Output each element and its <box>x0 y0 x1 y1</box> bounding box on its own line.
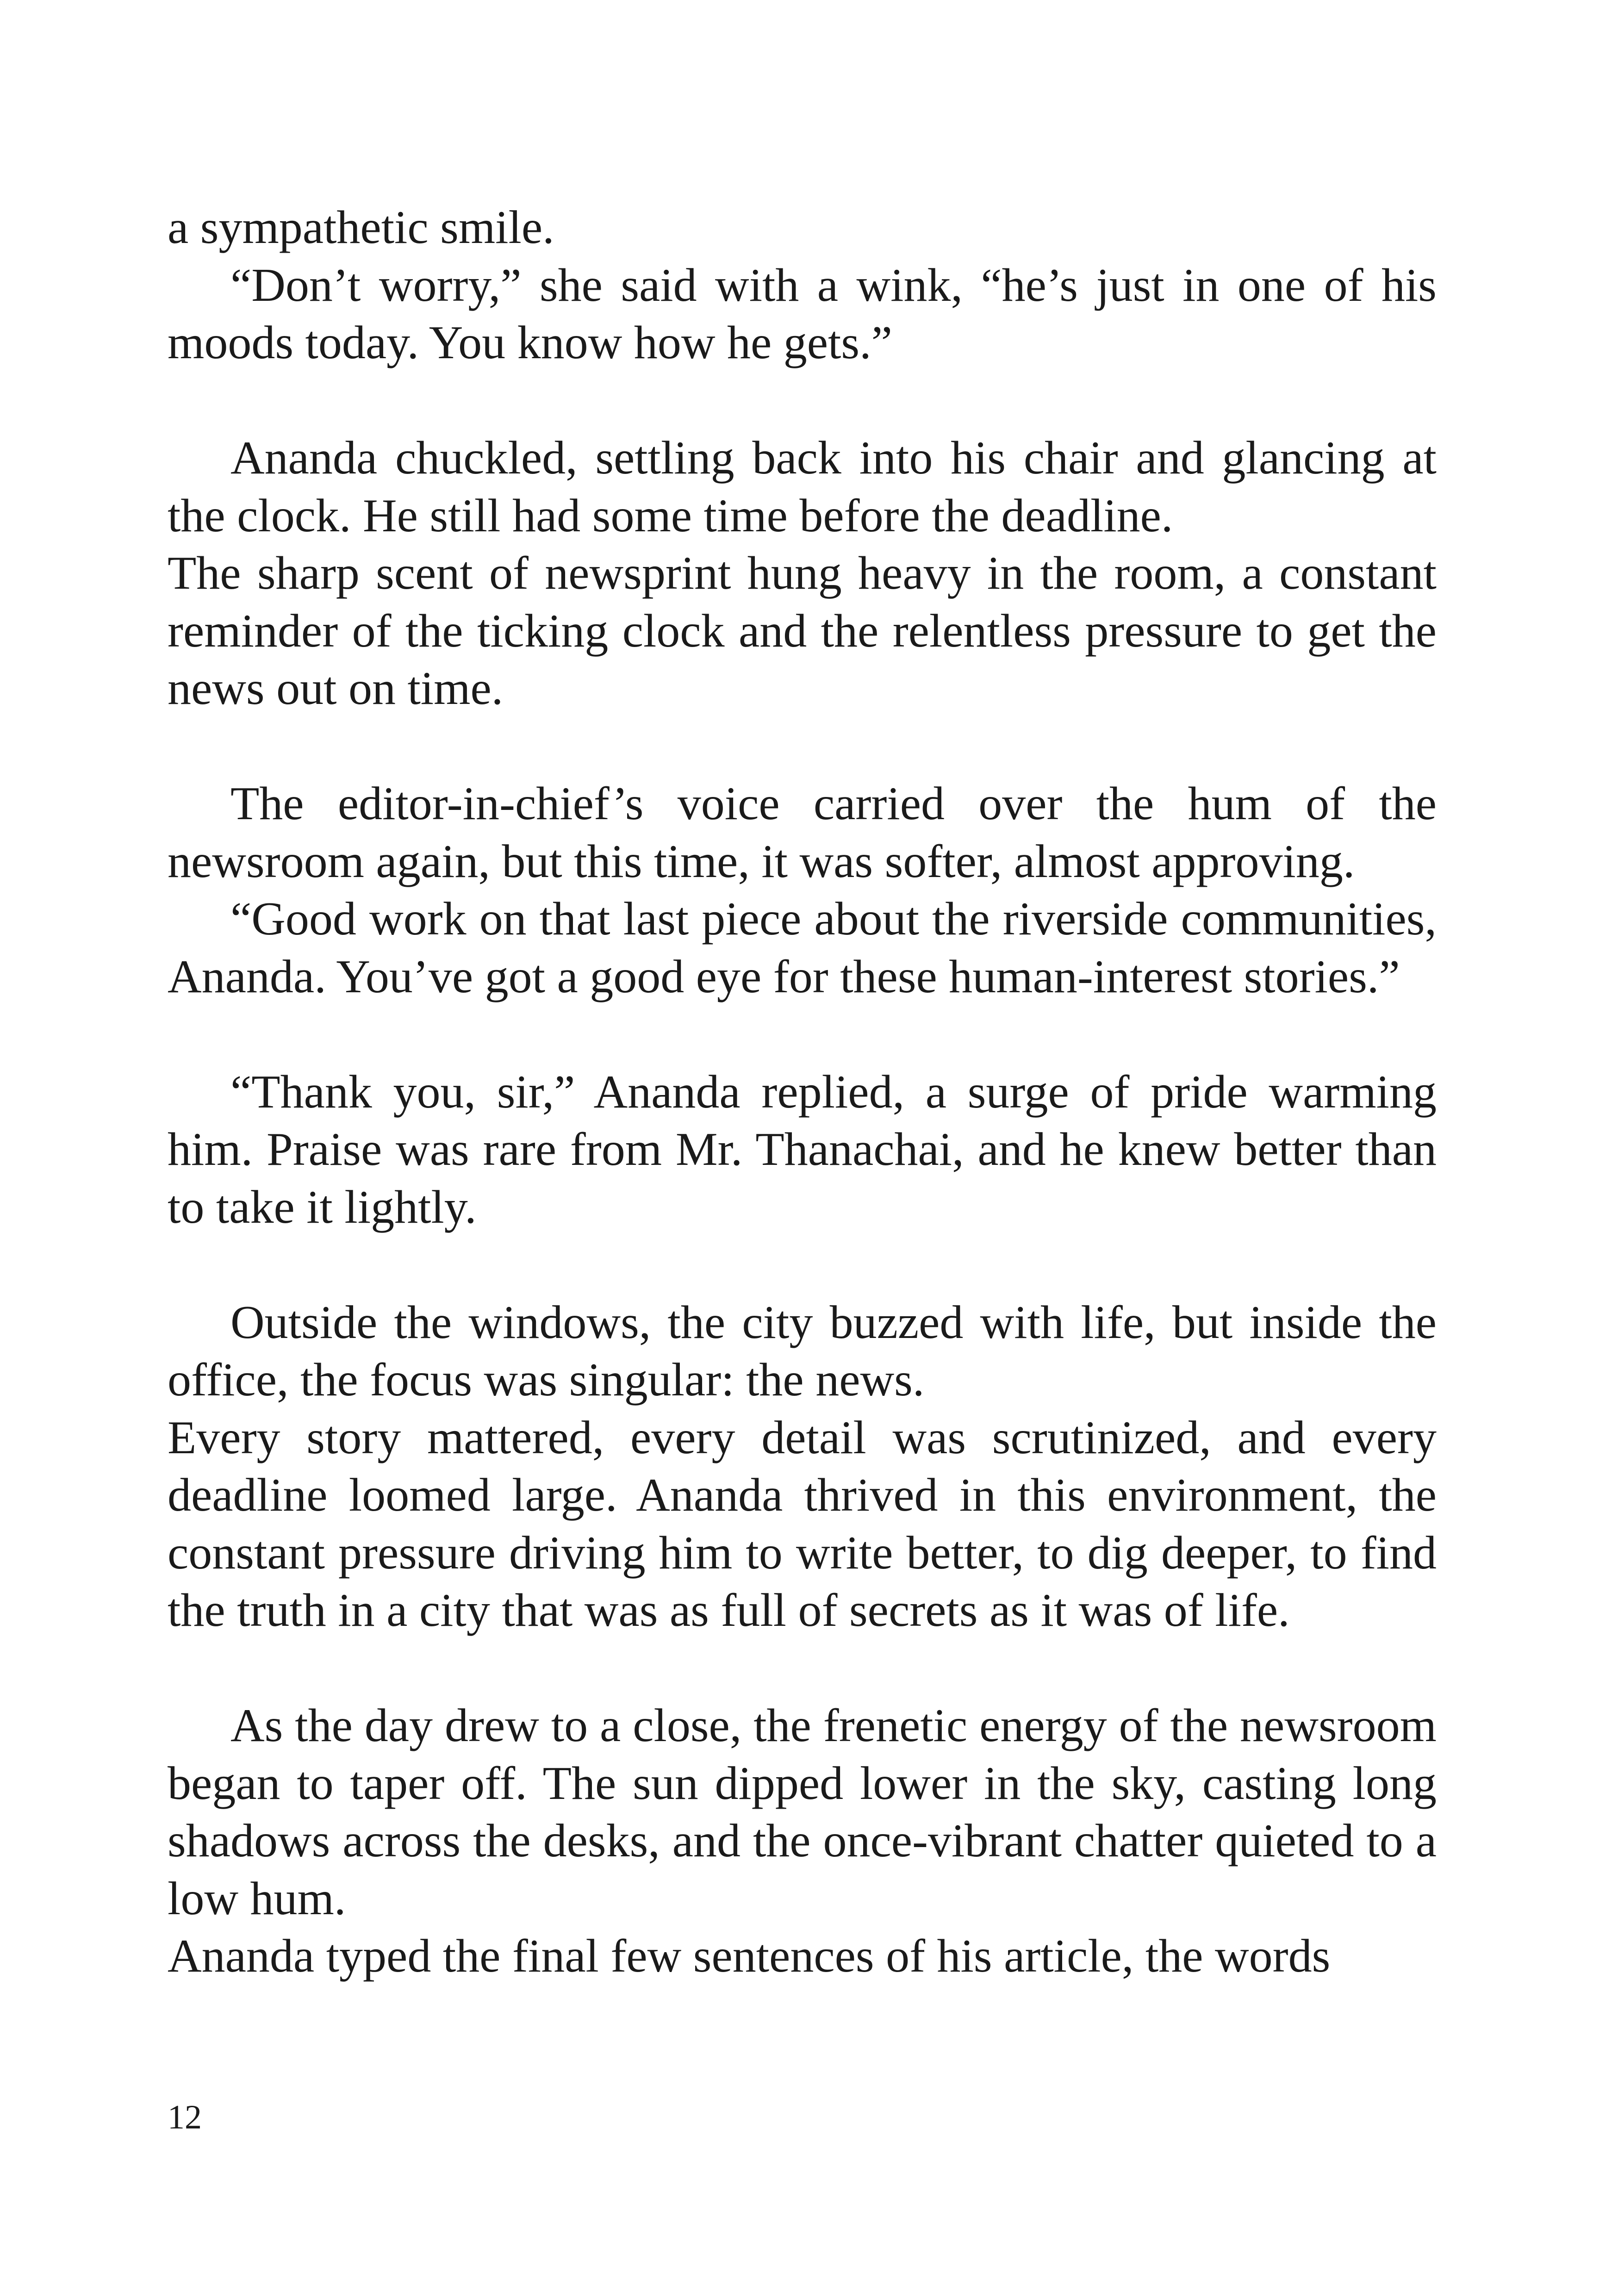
paragraph: “Thank you, sir,” Ananda replied, a surge of pride warming him. Praise was rare from Mr. Thanachai, and he knew better than to take it lightly. <box>168 1065 1437 1233</box>
paragraph: Ananda chuckled, settling back into his chair and glancing at the clock. He still had some time before the deadline. <box>168 432 1437 542</box>
paragraph: The sharp scent of newsprint hung heavy in the room, a constant reminder of the ticking clock and the relentless pressure to get the news out on time. <box>168 547 1437 715</box>
page-number: 12 <box>168 2098 202 2136</box>
paragraph-gap <box>168 1006 1437 1064</box>
paragraph: Every story mattered, every detail was scrutinized, and every deadline loomed large. Ananda thrived in this environment, the constant pressure driving him to write better, to dig deeper, to find the truth in a city that was as full of secrets as it was of life. <box>168 1411 1437 1636</box>
paragraph-gap <box>168 1640 1437 1698</box>
paragraph: The editor-in-chief’s voice carried over the hum of the newsroom again, but this time, it was softer, almost approving. <box>168 778 1437 888</box>
paragraph: As the day drew to a close, the frenetic energy of the newsroom began to taper off. The sun dipped lower in the sky, casting long shadows across the desks, and the once-vibrant chatter quieted to a low hum. <box>168 1699 1437 1925</box>
paragraph-gap <box>168 718 1437 776</box>
paragraph-gap <box>168 372 1437 430</box>
paragraph: Ananda typed the final few sentences of his article, the words <box>168 1930 1331 1982</box>
paragraph: a sympathetic smile. <box>168 201 554 254</box>
paragraph-gap <box>168 1236 1437 1294</box>
paragraph: “Good work on that last piece about the riverside communities, Ananda. You’ve got a good eye for these human-interest stories.” <box>168 893 1437 1003</box>
body-text <box>168 199 1437 1985</box>
paragraph: Outside the windows, the city buzzed with life, but inside the office, the focus was singular: the news. <box>168 1296 1437 1406</box>
paragraph: “Don’t worry,” she said with a wink, “he’s just in one of his moods today. You know how he gets.” <box>168 259 1437 369</box>
